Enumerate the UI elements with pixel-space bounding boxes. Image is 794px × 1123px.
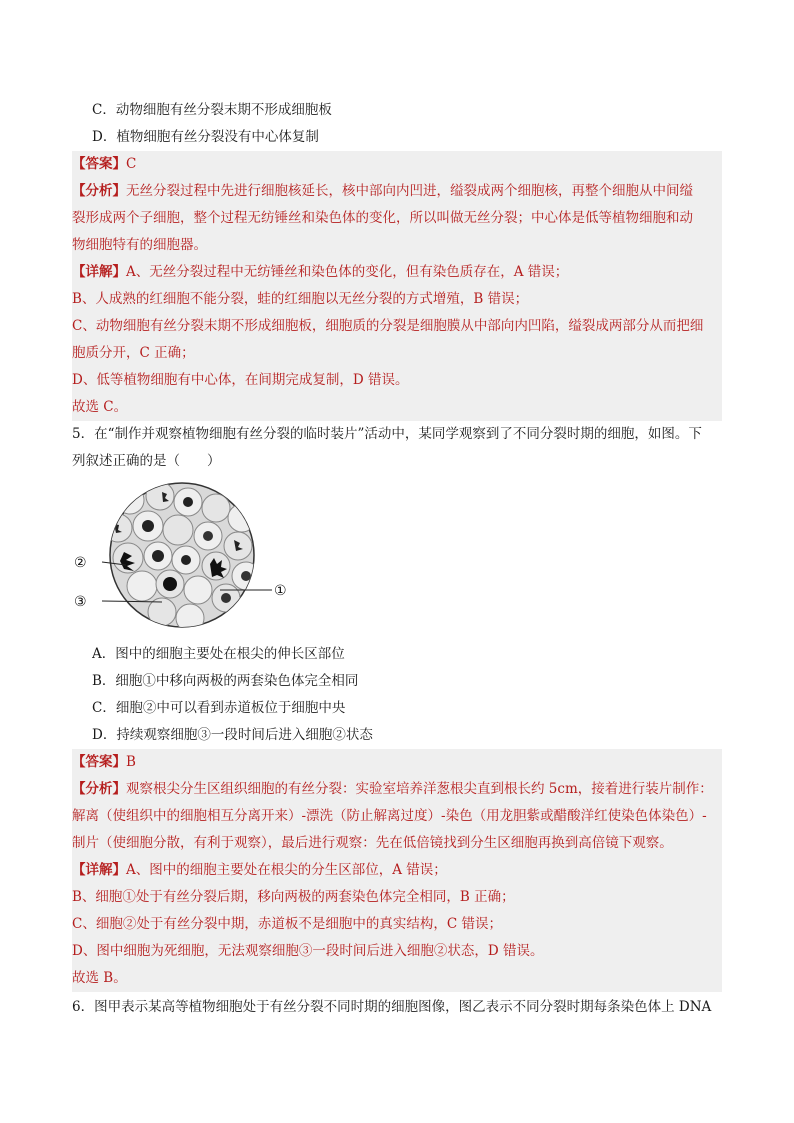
- answer-tag: 【答案】: [72, 156, 126, 172]
- answer-tag: 【答案】: [72, 754, 126, 770]
- q5-option-a: A．图中的细胞主要处在根尖的伸长区部位: [92, 646, 345, 662]
- analysis-text: 无丝分裂过程中先进行细胞核延长，核中部向内凹进，缢裂成两个细胞核，再整个细胞从中间缢: [126, 183, 693, 199]
- analysis-tag: 【分析】: [72, 781, 126, 797]
- q6-stem-line-1: 6．图甲表示某高等植物细胞处于有丝分裂不同时期的细胞图像，图乙表示不同分裂时期每条染色体上 DNA: [72, 999, 712, 1015]
- q4-detail-c-line-2: 胞质分开，C 正确；: [72, 340, 722, 367]
- q5-detail-d: D、图中细胞为死细胞，无法观察细胞③一段时间后进入细胞②状态，D 错误。: [72, 938, 722, 965]
- label-2: ②: [74, 555, 87, 571]
- q4-analysis-line-1: [72, 178, 722, 205]
- q5-option-d: D．持续观察细胞③一段时间后进入细胞②状态: [92, 727, 373, 743]
- q4-option-c: C．动物细胞有丝分裂末期不形成细胞板: [92, 102, 332, 118]
- q5-stem-line-2: 列叙述正确的是（ ）: [72, 453, 221, 469]
- q4-option-d: D．植物细胞有丝分裂没有中心体复制: [92, 129, 319, 145]
- cell-cluster: [104, 482, 260, 630]
- q4-conclusion: 故选 C。: [72, 394, 722, 421]
- q5-analysis-line-1: [72, 776, 722, 803]
- q5-detail-c: C、细胞②处于有丝分裂中期，赤道板不是细胞中的真实结构，C 错误；: [72, 911, 722, 938]
- q4-answer: [72, 151, 722, 178]
- q5-option-c: C．细胞②中可以看到赤道板位于细胞中央: [92, 700, 346, 716]
- q4-detail-b: B、人成熟的红细胞不能分裂，蛙的红细胞以无丝分裂的方式增殖，B 错误；: [72, 286, 722, 313]
- microscope-figure: [70, 480, 310, 630]
- detail-tag: 【详解】: [72, 264, 126, 280]
- microscope-field-of-view: [70, 480, 310, 630]
- q4-detail-a: [72, 259, 722, 286]
- q5-answer: [72, 749, 722, 776]
- analysis-text: 观察根尖分生区组织细胞的有丝分裂：实验室培养洋葱根尖直到根长约 5cm，接着进行装片制作：: [126, 781, 713, 797]
- label-3: ③: [74, 594, 87, 610]
- q4-analysis-line-2: 裂形成两个子细胞，整个过程无纺锤丝和染色体的变化，所以叫做无丝分裂；中心体是低等植物细胞和动: [72, 205, 722, 232]
- q5-detail-b: B、细胞①处于有丝分裂后期，移向两极的两套染色体完全相同，B 正确；: [72, 884, 722, 911]
- label-1: ①: [274, 583, 287, 599]
- analysis-tag: 【分析】: [72, 183, 126, 199]
- answer-value: B: [126, 754, 136, 770]
- q4-detail-c-line-1: C、动物细胞有丝分裂末期不形成细胞板，细胞质的分裂是细胞膜从中部向内凹陷，缢裂成两部分从而把细: [72, 313, 722, 340]
- q4-analysis-line-3: 物细胞特有的细胞器。: [72, 232, 722, 259]
- q5-analysis-line-2: 解离（使组织中的细胞相互分离开来）-漂洗（防止解离过度）-染色（用龙胆紫或醋酸洋红使染色体染色）-: [72, 803, 722, 830]
- q4-detail-d: D、低等植物细胞有中心体，在间期完成复制，D 错误。: [72, 367, 722, 394]
- detail-tag: 【详解】: [72, 862, 126, 878]
- q5-conclusion: 故选 B。: [72, 965, 722, 992]
- answer-value: C: [126, 156, 137, 172]
- q5-option-b: B．细胞①中移向两极的两套染色体完全相同: [92, 673, 359, 689]
- detail-text: A、无丝分裂过程中无纺锤丝和染色体的变化，但有染色质存在，A 错误；: [126, 264, 569, 280]
- q5-stem-line-1: 5．在“制作并观察植物细胞有丝分裂的临时装片”活动中，某同学观察到了不同分裂时期的细胞，如图。下: [72, 426, 702, 442]
- q5-detail-a: [72, 857, 722, 884]
- detail-text: A、图中的细胞主要处在根尖的分生区部位，A 错误；: [126, 862, 447, 878]
- q5-analysis-line-3: 制片（使细胞分散，有利于观察），最后进行观察：先在低倍镜找到分生区细胞再换到高倍镜下观察。: [72, 830, 722, 857]
